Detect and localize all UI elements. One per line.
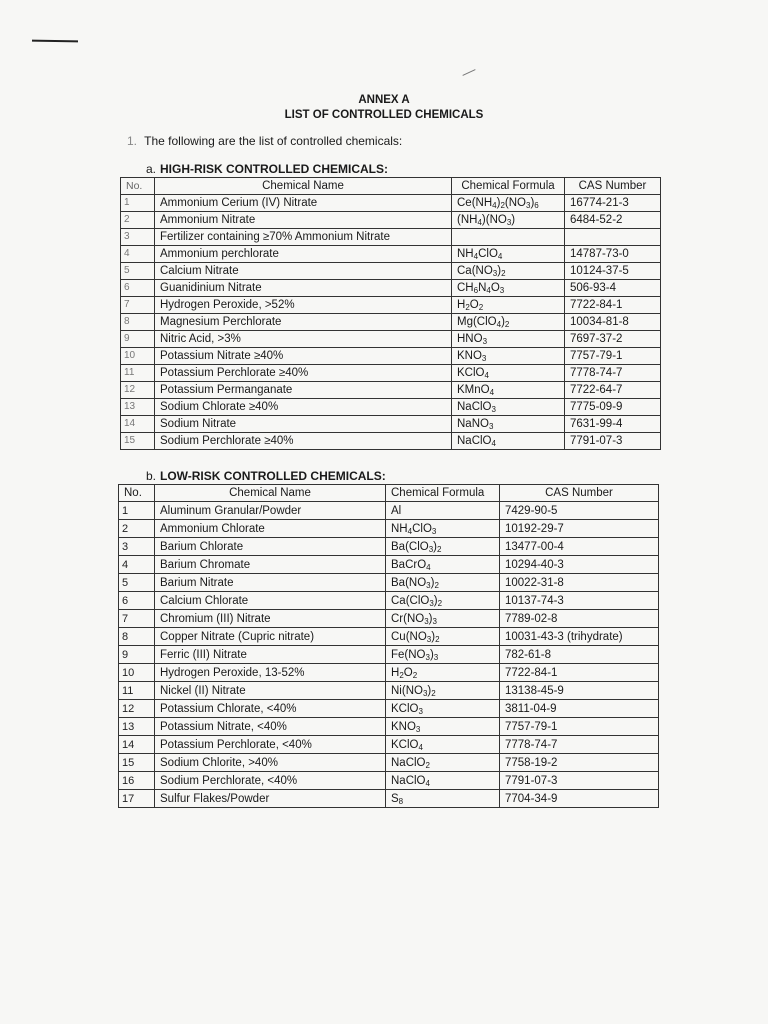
table-row [119,772,659,790]
table-row [121,195,661,212]
stray-mark [462,69,475,76]
row-number-cell: 7 [119,610,155,628]
chemical-name-cell: Guanidinium Nitrate [155,280,452,297]
table-header-row [119,485,659,502]
table-row [119,502,659,520]
cas-number-cell: 7791-07-3 [565,433,661,450]
row-number-cell: 3 [119,538,155,556]
cas-number-cell: 7722-64-7 [565,382,661,399]
table-row [119,538,659,556]
chemical-name-cell: Chromium (III) Nitrate [155,610,386,628]
table-row [119,736,659,754]
chemical-formula-cell: $H_2O_2$ [386,664,500,682]
table-row [121,246,661,263]
chemical-formula-cell: $Mg(ClO_4)_2$ [452,314,565,331]
row-number-cell: 9 [119,646,155,664]
chemical-name-cell: Hydrogen Peroxide, 13-52% [155,664,386,682]
table-row [121,382,661,399]
high-risk-table [120,177,661,450]
table-row [121,263,661,280]
row-number-cell: 11 [121,365,155,382]
low-risk-letter: b. [146,469,157,483]
chemical-formula-cell: $KNO_3$ [386,718,500,736]
chemical-name-cell: Potassium Nitrate ≥40% [155,348,452,365]
column-header: CAS Number [565,178,661,195]
chemical-name-cell: Calcium Chlorate [155,592,386,610]
chemical-name-cell: Sodium Chlorate ≥40% [155,399,452,416]
column-header: Chemical Name [155,178,452,195]
chemical-formula-cell: NaNO$_3$ [452,416,565,433]
chemical-formula-cell: $Cu(NO_3)_2$ [386,628,500,646]
chemical-formula-cell: NaClO$_2$ [386,754,500,772]
cas-number-cell: 7791-07-3 [500,772,659,790]
chemical-formula-cell: $CH_6N_4O_3$ [452,280,565,297]
chemical-name-cell: Potassium Perchlorate, <40% [155,736,386,754]
chemical-name-cell: Calcium Nitrate [155,263,452,280]
cas-number-cell: 782-61-8 [500,646,659,664]
row-number-cell: 10 [119,664,155,682]
row-number-cell: 10 [121,348,155,365]
row-number-cell: 4 [119,556,155,574]
pen-mark [32,40,78,43]
column-header: No. [121,178,155,195]
chemical-name-cell: Potassium Nitrate, <40% [155,718,386,736]
chemical-formula-cell: $H_2O_2$ [452,297,565,314]
row-number-cell: 15 [121,433,155,450]
chemical-formula-cell: Al [386,502,500,520]
cas-number-cell: 10192-29-7 [500,520,659,538]
table-row [121,416,661,433]
row-number-cell: 1 [121,195,155,212]
table-row [119,682,659,700]
chemical-formula-cell: $Ba(ClO_3)_2$ [386,538,500,556]
intro-text: The following are the list of controlled chemicals: [144,134,403,148]
table-header-row [121,178,661,195]
chemical-formula-cell: $Cr(NO_3)_3$ [386,610,500,628]
row-number-cell: 5 [119,574,155,592]
intro-number: 1. [127,134,138,148]
cas-number-cell: 10294-40-3 [500,556,659,574]
cas-number-cell: 7429-90-5 [500,502,659,520]
chemical-formula-cell: $Fe(NO_3)_3$ [386,646,500,664]
table-row [119,718,659,736]
cas-number-cell: 10034-81-8 [565,314,661,331]
cas-number-cell: 6484-52-2 [565,212,661,229]
table-row [121,399,661,416]
chemical-name-cell: Barium Chlorate [155,538,386,556]
high-risk-letter: a. [146,162,157,176]
chemical-name-cell: Magnesium Perchlorate [155,314,452,331]
cas-number-cell: 506-93-4 [565,280,661,297]
row-number-cell: 17 [119,790,155,808]
column-header: Chemical Formula [452,178,565,195]
chemical-formula-cell: KMnO$_4$ [452,382,565,399]
table-row [119,646,659,664]
chemical-formula-cell: $Ni(NO_3)_2$ [386,682,500,700]
row-number-cell: 9 [121,331,155,348]
low-risk-heading [146,469,386,483]
chemical-name-cell: Sodium Perchlorate ≥40% [155,433,452,450]
chemical-formula-cell: KClO$_3$ [386,700,500,718]
cas-number-cell: 10124-37-5 [565,263,661,280]
cas-number-cell: 10031-43-3 (trihydrate) [500,628,659,646]
row-number-cell: 8 [121,314,155,331]
cas-number-cell [565,229,661,246]
cas-number-cell: 7778-74-7 [565,365,661,382]
high-risk-heading-text: HIGH-RISK CONTROLLED CHEMICALS: [160,162,389,176]
cas-number-cell: 7722-84-1 [500,664,659,682]
row-number-cell: 1 [119,502,155,520]
column-header: No. [119,485,155,502]
chemical-formula-cell: $(NH_4)(NO_3)$ [452,212,565,229]
cas-number-cell: 7722-84-1 [565,297,661,314]
chemical-name-cell: Potassium Permanganate [155,382,452,399]
chemical-name-cell: Barium Chromate [155,556,386,574]
row-number-cell: 11 [119,682,155,700]
chemical-name-cell: Ammonium Cerium (IV) Nitrate [155,195,452,212]
table-row [119,610,659,628]
chemical-formula-cell: $KNO_3$ [452,348,565,365]
table-row [121,229,661,246]
chemical-name-cell: Fertilizer containing ≥70% Ammonium Nitrate [155,229,452,246]
table-row [121,212,661,229]
cas-number-cell: 14787-73-0 [565,246,661,263]
chemical-formula-cell: KClO$_4$ [386,736,500,754]
row-number-cell: 16 [119,772,155,790]
cas-number-cell: 16774-21-3 [565,195,661,212]
chemical-formula-cell: BaCrO$_4$ [386,556,500,574]
table-row [121,280,661,297]
table-row [119,754,659,772]
chemical-name-cell: Sodium Perchlorate, <40% [155,772,386,790]
cas-number-cell: 7775-09-9 [565,399,661,416]
row-number-cell: 14 [119,736,155,754]
chemical-name-cell: Barium Nitrate [155,574,386,592]
table-row [121,433,661,450]
row-number-cell: 5 [121,263,155,280]
chemical-formula-cell: NaClO$_4$ [452,433,565,450]
table-row [121,297,661,314]
table-row [119,628,659,646]
row-number-cell: 15 [119,754,155,772]
column-header: Chemical Name [155,485,386,502]
column-header: Chemical Formula [386,485,500,502]
row-number-cell: 13 [119,718,155,736]
table-row [119,664,659,682]
cas-number-cell: 7757-79-1 [500,718,659,736]
row-number-cell: 4 [121,246,155,263]
row-number-cell: 12 [119,700,155,718]
chemical-formula-cell: $NH_4ClO_3$ [386,520,500,538]
row-number-cell: 8 [119,628,155,646]
chemical-name-cell: Ferric (III) Nitrate [155,646,386,664]
cas-number-cell: 7631-99-4 [565,416,661,433]
chemical-name-cell: Ammonium Chlorate [155,520,386,538]
chemical-name-cell: Aluminum Granular/Powder [155,502,386,520]
cas-number-cell: 13477-00-4 [500,538,659,556]
table-row [121,314,661,331]
chemical-name-cell: Sulfur Flakes/Powder [155,790,386,808]
chemical-name-cell: Sodium Chlorite, >40% [155,754,386,772]
cas-number-cell: 7757-79-1 [565,348,661,365]
chemical-name-cell: Sodium Nitrate [155,416,452,433]
row-number-cell: 7 [121,297,155,314]
chemical-formula-cell: $Ca(ClO_3)_2$ [386,592,500,610]
table-row [119,556,659,574]
chemical-formula-cell: $NH_4ClO_4$ [452,246,565,263]
cas-number-cell: 7778-74-7 [500,736,659,754]
cas-number-cell: 7789-02-8 [500,610,659,628]
chemical-name-cell: Ammonium perchlorate [155,246,452,263]
chemical-name-cell: Nickel (II) Nitrate [155,682,386,700]
table-row [121,365,661,382]
table-row [121,348,661,365]
cas-number-cell: 7704-34-9 [500,790,659,808]
row-number-cell: 2 [119,520,155,538]
table-row [119,574,659,592]
row-number-cell: 12 [121,382,155,399]
table-row [119,790,659,808]
chemical-name-cell: Potassium Chlorate, <40% [155,700,386,718]
chemical-formula-cell: $Ce(NH_4)_2(NO_3)_6$ [452,195,565,212]
intro-paragraph [127,134,402,148]
chemical-name-cell: Ammonium Nitrate [155,212,452,229]
table-row [121,331,661,348]
low-risk-heading-text: LOW-RISK CONTROLLED CHEMICALS: [160,469,386,483]
page-title: LIST OF CONTROLLED CHEMICALS [284,109,484,121]
table-row [119,700,659,718]
row-number-cell: 3 [121,229,155,246]
row-number-cell: 6 [119,592,155,610]
row-number-cell: 6 [121,280,155,297]
chemical-name-cell: Nitric Acid, >3% [155,331,452,348]
low-risk-table [118,484,659,808]
chemical-formula-cell: $HNO_3$ [452,331,565,348]
cas-number-cell: 13138-45-9 [500,682,659,700]
chemical-formula-cell: NaClO$_3$ [452,399,565,416]
column-header: CAS Number [500,485,659,502]
chemical-formula-cell [452,229,565,246]
cas-number-cell: 7758-19-2 [500,754,659,772]
annex-label: ANNEX A [358,94,410,106]
chemical-formula-cell: $Ba(NO_3)_2$ [386,574,500,592]
chemical-formula-cell: KClO$_4$ [452,365,565,382]
high-risk-heading [146,162,388,176]
cas-number-cell: 7697-37-2 [565,331,661,348]
chemical-formula-cell: $Ca(NO_3)_2$ [452,263,565,280]
chemical-formula-cell: NaClO$_4$ [386,772,500,790]
cas-number-cell: 10022-31-8 [500,574,659,592]
chemical-name-cell: Potassium Perchlorate ≥40% [155,365,452,382]
chemical-name-cell: Hydrogen Peroxide, >52% [155,297,452,314]
cas-number-cell: 10137-74-3 [500,592,659,610]
chemical-formula-cell: $S_8$ [386,790,500,808]
row-number-cell: 13 [121,399,155,416]
chemical-name-cell: Copper Nitrate (Cupric nitrate) [155,628,386,646]
table-row [119,520,659,538]
cas-number-cell: 3811-04-9 [500,700,659,718]
row-number-cell: 2 [121,212,155,229]
table-row [119,592,659,610]
row-number-cell: 14 [121,416,155,433]
